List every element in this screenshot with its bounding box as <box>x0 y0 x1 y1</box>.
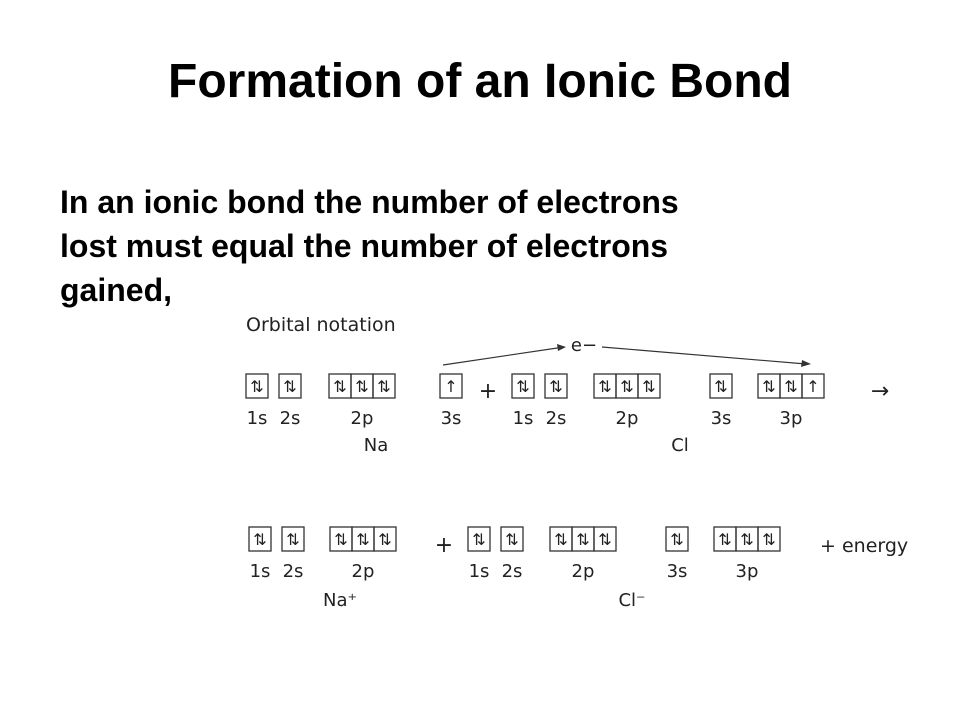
cl-atom-3s-label: 3s <box>710 408 732 429</box>
cl-ion-3p-electron-arrows: ⇅ <box>762 530 776 549</box>
cl-atom-label: Cl <box>671 435 689 456</box>
na-atom-2p-electron-arrows: ⇅ <box>355 377 369 396</box>
na-ion-2p-electron-arrows: ⇅ <box>378 530 392 549</box>
cl-atom-3p-electron-arrows: ↑ <box>806 377 820 396</box>
cl-ion-2p-electron-arrows: ⇅ <box>598 530 612 549</box>
electron-transfer-arrow-right <box>602 347 806 364</box>
na-ion-2p-label: 2p <box>351 561 375 582</box>
cl-ion-3p-label: 3p <box>735 561 759 582</box>
cl-ion-2s-electron-arrows: ⇅ <box>505 530 519 549</box>
body-line-1: In an ionic bond the number of electrons <box>60 184 679 220</box>
na-atom-2s-label: 2s <box>279 408 301 429</box>
electron-label: e− <box>570 335 598 356</box>
na-atom-2s-electron-arrows: ⇅ <box>283 377 297 396</box>
cl-ion-1s-label: 1s <box>468 561 490 582</box>
cl-ion-label: Cl⁻ <box>618 590 646 611</box>
reaction-arrow: → <box>870 379 890 404</box>
na-ion-1s-label: 1s <box>249 561 271 582</box>
electron-transfer-arrow-left <box>443 347 564 365</box>
na-atom-2p-electron-arrows: ⇅ <box>333 377 347 396</box>
cl-atom-1s-label: 1s <box>512 408 534 429</box>
na-atom-3s-label: 3s <box>440 408 462 429</box>
cl-ion-3s-electron-arrows: ⇅ <box>670 530 684 549</box>
na-atom-label: Na <box>363 435 389 456</box>
cl-ion-3p-electron-arrows: ⇅ <box>718 530 732 549</box>
energy-label: + energy <box>820 535 909 557</box>
cl-atom-3p-electron-arrows: ⇅ <box>784 377 798 396</box>
cl-ion-2s-label: 2s <box>501 561 523 582</box>
na-ion-label: Na⁺ <box>323 590 357 611</box>
na-atom-2p-label: 2p <box>350 408 374 429</box>
cl-atom-2p-electron-arrows: ⇅ <box>642 377 656 396</box>
cl-atom-2p-electron-arrows: ⇅ <box>620 377 634 396</box>
na-ion-1s-electron-arrows: ⇅ <box>253 530 267 549</box>
na-atom-2p-electron-arrows: ⇅ <box>377 377 391 396</box>
cl-ion-2p-electron-arrows: ⇅ <box>554 530 568 549</box>
plus-sign-products: + <box>434 533 454 558</box>
na-ion-2p-electron-arrows: ⇅ <box>334 530 348 549</box>
na-atom-1s-electron-arrows: ⇅ <box>250 377 264 396</box>
body-line-2: lost must equal the number of electrons <box>60 228 669 264</box>
cl-ion-2p-label: 2p <box>571 561 595 582</box>
electron-transfer-arrowhead-right <box>801 360 811 367</box>
orbital-notation-caption: Orbital notation <box>246 314 396 336</box>
na-atom-3s-electron-arrows: ↑ <box>444 377 458 396</box>
plus-sign: + <box>478 379 498 404</box>
cl-ion-1s-electron-arrows: ⇅ <box>472 530 486 549</box>
electron-transfer-arrowhead-left <box>557 344 566 351</box>
cl-atom-2s-label: 2s <box>545 408 567 429</box>
cl-atom-2s-electron-arrows: ⇅ <box>549 377 563 396</box>
cl-atom-2p-electron-arrows: ⇅ <box>598 377 612 396</box>
cl-ion-2p-electron-arrows: ⇅ <box>576 530 590 549</box>
page-title: Formation of an Ionic Bond <box>168 55 792 108</box>
cl-ion-3s-label: 3s <box>666 561 688 582</box>
na-ion-2s-label: 2s <box>282 561 304 582</box>
body-line-3: gained, <box>60 272 173 308</box>
na-ion-2p-electron-arrows: ⇅ <box>356 530 370 549</box>
na-atom-1s-label: 1s <box>246 408 268 429</box>
diagram-content <box>246 335 908 611</box>
cl-atom-3s-electron-arrows: ⇅ <box>714 377 728 396</box>
cl-atom-3p-electron-arrows: ⇅ <box>762 377 776 396</box>
na-ion-2s-electron-arrows: ⇅ <box>286 530 300 549</box>
cl-ion-3p-electron-arrows: ⇅ <box>740 530 754 549</box>
cl-atom-3p-label: 3p <box>779 408 803 429</box>
cl-atom-1s-electron-arrows: ⇅ <box>516 377 530 396</box>
cl-atom-2p-label: 2p <box>615 408 639 429</box>
